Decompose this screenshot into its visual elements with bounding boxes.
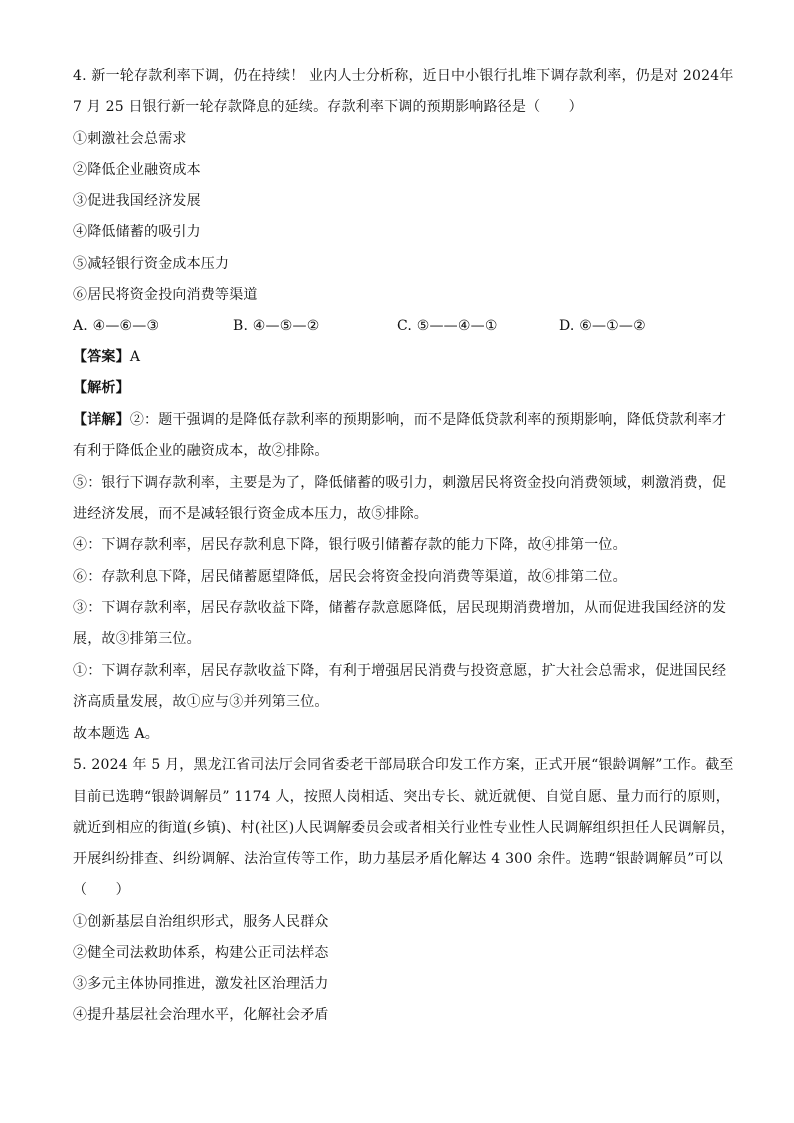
detail-line-8: 展，故③排第三位。 — [73, 631, 201, 647]
q5-stem-line-4: 开展纠纷排查、纠纷调解、法治宣传等工作，助力基层矛盾化解达 4 300 余件。选聘“银龄调解员”可以 — [73, 851, 723, 867]
analysis-line — [73, 378, 723, 398]
detail-line-5: ④：下调存款利率，居民存款利息下降，银行吸引储蓄存款的能力下降，故④排第一位。 — [73, 537, 627, 553]
detail-line-9: ①：下调存款利率，居民存款收益下降，有利于增强居民消费与投资意愿，扩大社会总需求，促进国民经 — [73, 663, 727, 679]
q5-item-2: ②健全司法救助体系，构建公正司法样态 — [73, 945, 329, 961]
detail-line-3: ⑤：银行下调存款利率，主要是为了，降低储蓄的吸引力，刺激居民将资金投向消费领域，刺激消费，促 — [73, 475, 727, 491]
q5-stem-line-2: 目前已选聘“银龄调解员” 1174 人，按照人岗相适、突出专长、就近就便、自觉自愿、量力而行的原则， — [73, 789, 730, 805]
detail-tag: 【详解】 — [73, 412, 130, 428]
q5-stem-line-5: （ ） — [73, 882, 130, 898]
q4-item-2: ②降低企业融资成本 — [73, 162, 201, 178]
q4-options — [73, 316, 723, 336]
q5-item-1: ①创新基层自治组织形式，服务人民群众 — [73, 914, 329, 930]
answer-value: A — [129, 349, 141, 365]
q4-item-5: ⑤减轻银行资金成本压力 — [73, 256, 230, 272]
q4-item-4: ④降低储蓄的吸引力 — [73, 224, 201, 240]
q4-stem-line-1: 4. 新一轮存款利率下调，仍在持续！ 业内人士分析称，近日中小银行扎堆下调存款利率，仍是对 2024年 — [73, 68, 734, 84]
detail-line-4: 进经济发展，而不是减轻银行资金成本压力，故⑤排除。 — [73, 506, 428, 522]
q4-item-6: ⑥居民将资金投向消费等渠道 — [73, 287, 258, 303]
answer-tag: 【答案】 — [73, 349, 130, 365]
option-a: A. ④—⑥—③ — [73, 318, 160, 334]
detail-line-6: ⑥：存款利息下降，居民储蓄愿望降低，居民会将资金投向消费等渠道，故⑥排第二位。 — [73, 569, 627, 585]
conclusion-line: 故本题选 A。 — [73, 726, 159, 742]
q4-stem-line-2: 7 月 25 日银行新一轮存款降息的延续。存款利率下调的预期影响路径是（ ） — [73, 99, 583, 115]
q4-item-1: ①刺激社会总需求 — [73, 131, 187, 147]
q4-item-3: ③促进我国经济发展 — [73, 193, 201, 209]
detail-line-7: ③：下调存款利率，居民存款收益下降，储蓄存款意愿降低，居民现期消费增加，从而促进我国经济的发 — [73, 600, 727, 616]
q5-stem-line-1: 5. 2024 年 5 月，黑龙江省司法厅会同省委老干部局联合印发工作方案，正式开展“银龄调解”工作。截至 — [73, 757, 734, 773]
option-b: B. ④—⑤—② — [233, 318, 320, 334]
detail-line-1 — [73, 410, 727, 430]
q5-item-4: ④提升基层社会治理水平，化解社会矛盾 — [73, 1007, 329, 1023]
detail-text-1: ②：题干强调的是降低存款利率的预期影响，而不是降低贷款利率的预期影响，降低贷款利率才 — [129, 412, 727, 428]
q5-item-3: ③多元主体协同推进，激发社区治理活力 — [73, 976, 329, 992]
q5-stem-line-3: 就近到相应的街道(乡镇)、村(社区)人民调解委员会或者相关行业性专业性人民调解组织担任人民调解员， — [73, 820, 735, 836]
option-d: D. ⑥—①—② — [559, 318, 646, 334]
detail-line-10: 济高质量发展，故①应与③并列第三位。 — [73, 694, 329, 710]
analysis-tag: 【解析】 — [73, 380, 130, 396]
option-c: C. ⑤——④—① — [397, 318, 498, 334]
detail-line-2: 有利于降低企业的融资成本，故②排除。 — [73, 443, 329, 459]
answer-line — [73, 347, 723, 367]
